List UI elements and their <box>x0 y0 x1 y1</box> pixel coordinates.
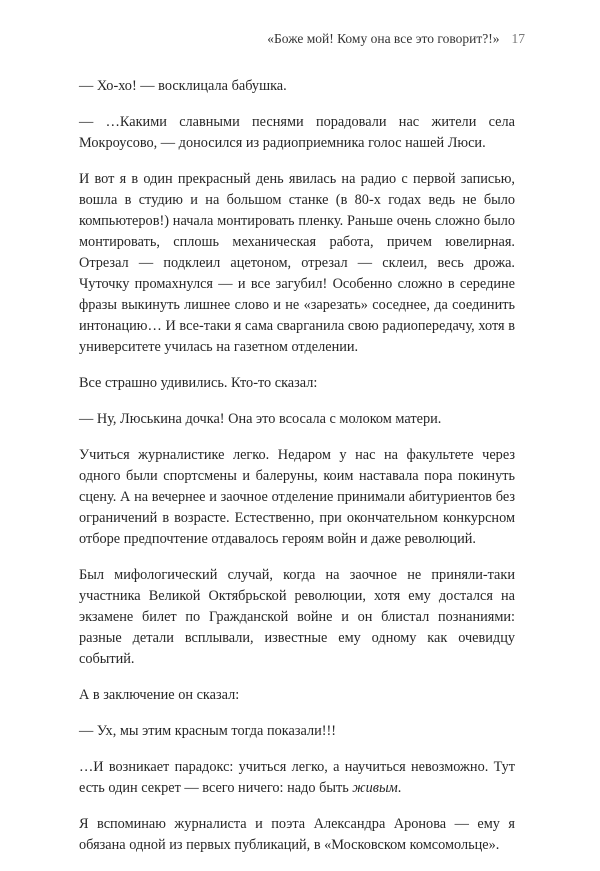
paragraph-text: …И возникает парадокс: учиться легко, а научиться невозможно. Тут есть один секрет — всего ничего: надо быть <box>79 759 515 796</box>
paragraph: Учиться журналистике легко. Недаром у нас на факультете через одного были спортсмены и балеруны, коим наставала пора покинуть сцену. А на вечернее и заочное отделение принимали абитуриентов без ограничений в возрасте. Естественно, при окончательном конкурсном отборе предпочтение отдавалось героям войн и даже революций. <box>79 447 515 547</box>
body-text <box>79 76 515 871</box>
paragraph: И вот я в один прекрасный день явилась на радио с первой записью, вошла в студию и на большом станке (в 80-х годах ведь не было компьютеров!) начала монтировать пленку. Раньше очень сложно было монтировать, сплошь механическая работа, причем ювелирная. Отрезал — подклеил ацетоном, отрезал — склеил, весь дрожа. Чуточку промахнулся — и все загубил! Особенно сложно в середине фразы выкинуть лишнее слово и не «зарезать» соседнее, да соединить интонацию… И все-таки я сама сварганила свою радиопередачу, хотя в университете училась на газетном отделении. <box>79 171 515 355</box>
page-number: 17 <box>511 31 525 46</box>
emphasis-word: живым <box>352 780 398 796</box>
chapter-title: «Боже мой! Кому она все это говорит?!» <box>267 31 500 46</box>
paragraph: Я вспоминаю журналиста и поэта Александра Аронова — ему я обязана одной из первых публикаций, в «Московском комсомольце». <box>79 816 515 853</box>
paragraph: Был мифологический случай, когда на заочное не приняли-таки участника Великой Октябрьской революции, хотя ему достался на экзамене билет по Гражданской войне и он блистал познаниями: разные детали всплывали, известные ему одному как очевидцу событий. <box>79 567 515 667</box>
running-head <box>267 31 525 47</box>
paragraph: — Ух, мы этим красным тогда показали!!! <box>79 723 337 739</box>
paragraph-end: . <box>397 780 402 796</box>
paragraph: — Хо-хо! — восклицала бабушка. <box>79 78 287 94</box>
paragraph: — Ну, Люськина дочка! Она это всосала с молоком матери. <box>79 411 442 427</box>
paragraph: — …Какими славными песнями порадовали нас жители села Мокроусово, — доносился из радиоприемника голос нашей Люси. <box>79 114 515 151</box>
paragraph: А в заключение он сказал: <box>79 687 240 703</box>
paragraph <box>79 757 515 799</box>
paragraph: Все страшно удивились. Кто-то сказал: <box>79 375 318 391</box>
